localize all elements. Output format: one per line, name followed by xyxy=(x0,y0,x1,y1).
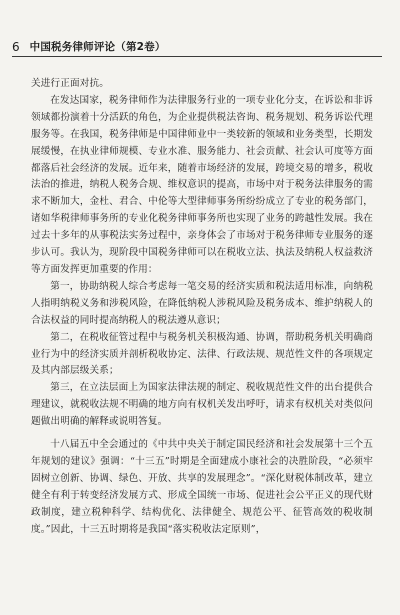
paragraph-five-year-plan: 十八届五中全会通过的《中共中央关于制定国民经济和社会发展第十三个五年规划的建议》强调：“十三五”时期是全面建成小康社会的决胜阶段，“必须牢固树立创新、协调、绿色、开放、共享的发展理念”。“深化财税体制改革，建立健全有利于转变经济发展方式、形成全国统一市场、促进社会公平正义的现代财政制度，建立税种科学、结构优化、法律健全、规范公平、征管高效的税收制度。”因此，十三五时期将是我国“落实税收法定原则”， xyxy=(31,439,373,535)
paragraph-first-point: 第一，协助纳税人综合考虑每一笔交易的经济实质和税法适用标准，向纳税人指明纳税义务和涉税风险，在降低纳税人涉税风险及税务成本、维护纳税人的合法权益的同时提高纳税人的税法遵从意识； xyxy=(31,280,373,326)
body-text xyxy=(31,76,373,538)
running-title: 中国税务律师评论（第2卷） xyxy=(29,41,166,53)
paragraph-third-point: 第三，在立法层面上为国家法律法规的制定、税收规范性文件的出台提供合理建议，就税收法规不明确的地方向有权机关发出呼吁，请求有权机关对类似问题做出明确的解释或说明答复。 xyxy=(31,382,373,428)
paragraph-second-point: 第二，在税收征管过程中与税务机关积极沟通、协调，帮助税务机关明确商业行为中的经济实质并剖析税收协定、法律、行政法规、规范性文件的各项规定及其内部层级关系； xyxy=(31,331,373,377)
paragraph-tax-lawyer-role: 在发达国家，税务律师作为法律服务行业的一项专业化分支，在诉讼和非诉领域都扮演着十分活跃的角色，为企业提供税法咨询、税务规划、税务诉讼代理服务等。在我国，税务律师是中国律师业中一类较新的领域和业务类型，长期发展缓慢，在执业律师规模、专业水准、服务能力、社会贡献、社会认可度等方面都落后社会经济的发展。近年来，随着市场经济的发展，跨境交易的增多，税收法治的推进，纳税人税务合规、维权意识的提高，市场中对于税务法律服务的需求不断加大，金杜、君合、中伦等大型律师事务所纷纷成立了专业的税务部门，诸如华税律师事务所的专业化税务律师事务所也实现了业务的跨越性发展。我在过去十多年的从事税法实务过程中，亲身体会了市场对于税务律师专业服务的逐步认可。我认为，现阶段中国税务律师可以在税收立法、执法及纳税人权益救济等方面发挥更加重要的作用： xyxy=(31,94,373,275)
paragraph-continuation: 关进行正面对抗。 xyxy=(31,78,109,89)
page-header xyxy=(12,40,382,57)
page-number: 6 xyxy=(12,40,20,54)
